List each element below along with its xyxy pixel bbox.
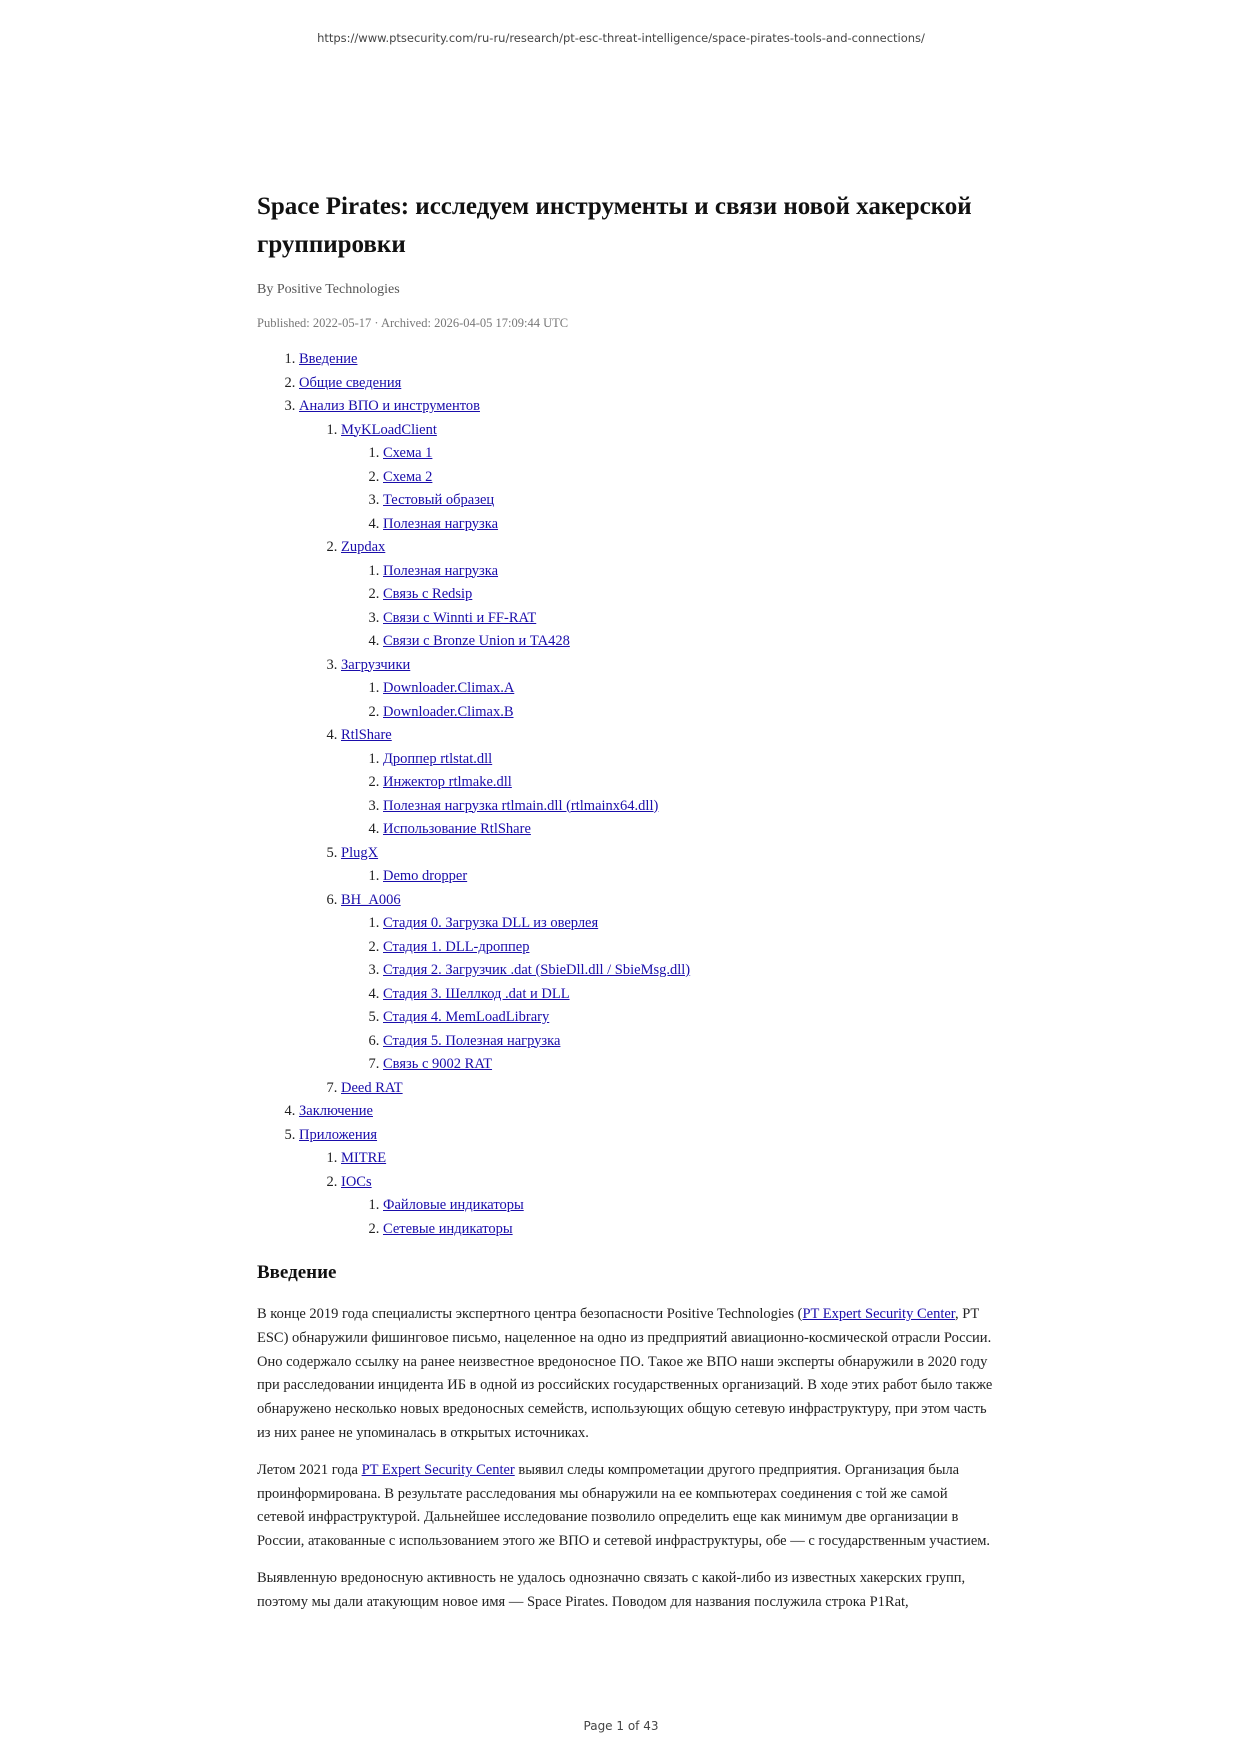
toc-item [383,983,997,1007]
toc-link[interactable]: Стадия 0. Загрузка DLL из оверлея [383,915,599,931]
toc-link[interactable]: MITRE [341,1150,387,1166]
toc-link[interactable]: MyKLoadClient [341,421,437,438]
toc-item [383,677,997,701]
section-heading: Введение [257,1262,337,1283]
article [257,188,997,1628]
toc-link[interactable]: Связь с Redsip [383,586,473,602]
toc-item [299,395,997,1100]
toc-item [383,912,997,936]
toc-link[interactable]: Использование RtlShare [383,821,531,837]
toc-link[interactable]: Стадия 5. Полезная нагрузка [383,1032,561,1049]
toc-link[interactable]: Файловые индикаторы [383,1197,524,1213]
toc-sublist [341,677,997,724]
toc-sublist [341,912,997,1077]
toc-item [299,1100,997,1124]
page-number: Page 1 of 43 [583,1719,659,1733]
toc-link[interactable]: Связи с Winnti и FF-RAT [383,609,537,626]
article-meta: Published: 2022-05-17 · Archived: 2026-04-05 17:09:44 UTC [257,316,569,330]
toc-link[interactable]: IOCs [341,1173,372,1190]
table-of-contents [257,348,997,1241]
toc-item [383,466,997,490]
intro-paragraph-3: Выявленную вредоносную активность не удалось однозначно связать с какой-либо из известных хакерских групп, поэтому мы дали атакующим новое имя — Space Pirates. Поводом для названия послужила строка P1Rat, [257,1569,966,1610]
toc-link[interactable]: Сетевые индикаторы [383,1220,513,1237]
toc-item [299,372,997,396]
toc-link[interactable]: Схема 1 [383,445,433,461]
toc-item [383,771,997,795]
toc-item [383,442,997,466]
toc-link[interactable]: Полезная нагрузка [383,515,499,532]
toc-item [383,818,997,842]
toc-sublist [341,560,997,654]
toc-link[interactable]: Стадия 3. Шеллкод .dat и DLL [383,985,570,1002]
toc-link[interactable]: Полезная нагрузка [383,562,499,579]
toc-link[interactable]: Стадия 1. DLL-дроппер [383,938,530,955]
toc-item [383,607,997,631]
toc-item [383,1194,997,1218]
toc-item [383,959,997,983]
toc-item [383,513,997,537]
toc-link[interactable]: Полезная нагрузка rtlmain.dll (rtlmainx64.dll) [383,797,659,814]
toc-item [383,1053,997,1077]
toc-item [341,724,997,842]
toc-link[interactable]: Стадия 4. MemLoadLibrary [383,1009,550,1025]
article-title: Space Pirates: исследуем инструменты и связи новой хакерской группировки [257,193,972,258]
toc-item [299,1124,997,1242]
toc-item [383,748,997,772]
toc-item [341,654,997,725]
toc-item [341,842,997,889]
toc-link[interactable]: Связи с Bronze Union и TA428 [383,633,570,649]
toc-link[interactable]: Введение [299,351,358,367]
article-byline: By Positive Technologies [257,282,400,297]
toc-item [383,560,997,584]
intro-paragraph-2 [257,1459,997,1554]
page-url-header: https://www.ptsecurity.com/ru-ru/research/pt-esc-threat-intelligence/space-pirates-tools-and-connections/ [317,31,925,45]
toc-link[interactable]: Схема 2 [383,468,433,485]
toc-link[interactable]: Приложения [299,1126,378,1143]
pt-esc-link[interactable]: PT Expert Security Center [802,1306,956,1322]
toc-link[interactable]: Связь с 9002 RAT [383,1056,493,1072]
toc-sublist [299,419,997,1101]
toc-sublist [341,1194,997,1241]
toc-link[interactable]: Загрузчики [341,656,411,673]
toc-link[interactable]: Инжектор rtlmake.dll [383,774,512,790]
toc-link[interactable]: Общие сведения [299,374,402,391]
toc-link[interactable]: Demo dropper [383,868,468,884]
p2-text-before: Летом 2021 года [257,1461,362,1478]
p2-text-after: выявил следы компрометации другого предприятия. Организация была проинформирована. В результате расследования мы обнаружили на ее компьютерах соединения с той же самой сетевой инфраструктурой. Дальнейшее исследование позволило определить еще как минимум две организации в России, атакованные с использованием этого же ВПО и сетевой инфраструктуры, обе — с государственным участием. [257,1461,991,1550]
toc-sublist [341,442,997,536]
p1-text-after: , PT ESC) обнаружили фишинговое письмо, нацеленное на одно из предприятий авиационно-космической отрасли России. Оно содержало ссылку на ранее неизвестное вредоносное ПО. Такое же ВПО наши эксперты обнаружили в 2020 году при расследовании инцидента ИБ в одной из российских государственных организаций. В ходе этих работ было также обнаружено несколько новых вредоносных семейств, использующих общую сетевую инфраструктуру, при этом часть из них ранее не упоминалась в открытых источниках. [257,1306,993,1441]
toc-link[interactable]: Заключение [299,1103,373,1119]
toc-item [383,701,997,725]
toc-item [383,630,997,654]
toc-link[interactable]: Zupdax [341,539,386,555]
toc-item [341,1147,997,1171]
toc-link[interactable]: RtlShare [341,727,392,743]
pt-esc-link[interactable]: PT Expert Security Center [361,1461,515,1478]
toc-link[interactable]: PlugX [341,844,379,861]
toc-sublist [341,748,997,842]
toc-sublist [341,865,997,889]
toc-item [341,419,997,537]
toc-item [383,1218,997,1242]
toc-item [383,865,997,889]
toc-item [341,536,997,654]
toc-item [383,489,997,513]
toc-sublist [299,1147,997,1241]
toc-item [383,1006,997,1030]
toc-link[interactable]: Deed RAT [341,1079,403,1096]
p1-text-before: В конце 2019 года специалисты экспертного центра безопасности Positive Technologies ( [257,1306,803,1322]
toc-link[interactable]: Стадия 2. Загрузчик .dat (SbieDll.dll / SbieMsg.dll) [383,962,691,978]
toc-item [341,1171,997,1242]
toc-item [299,348,997,372]
toc-link[interactable]: BH_A006 [341,891,401,908]
toc-link[interactable]: Downloader.Climax.A [383,680,515,696]
toc-link[interactable]: Анализ ВПО и инструментов [299,398,480,414]
intro-paragraph-1 [257,1303,997,1446]
toc-item [383,1030,997,1054]
toc-item [341,1077,997,1101]
toc-link[interactable]: Дроппер rtlstat.dll [383,750,493,767]
toc-item [383,936,997,960]
toc-link[interactable]: Тестовый образец [383,492,495,508]
toc-item [383,795,997,819]
toc-link[interactable]: Downloader.Climax.B [383,703,514,720]
toc-item [383,583,997,607]
toc-item [341,889,997,1077]
